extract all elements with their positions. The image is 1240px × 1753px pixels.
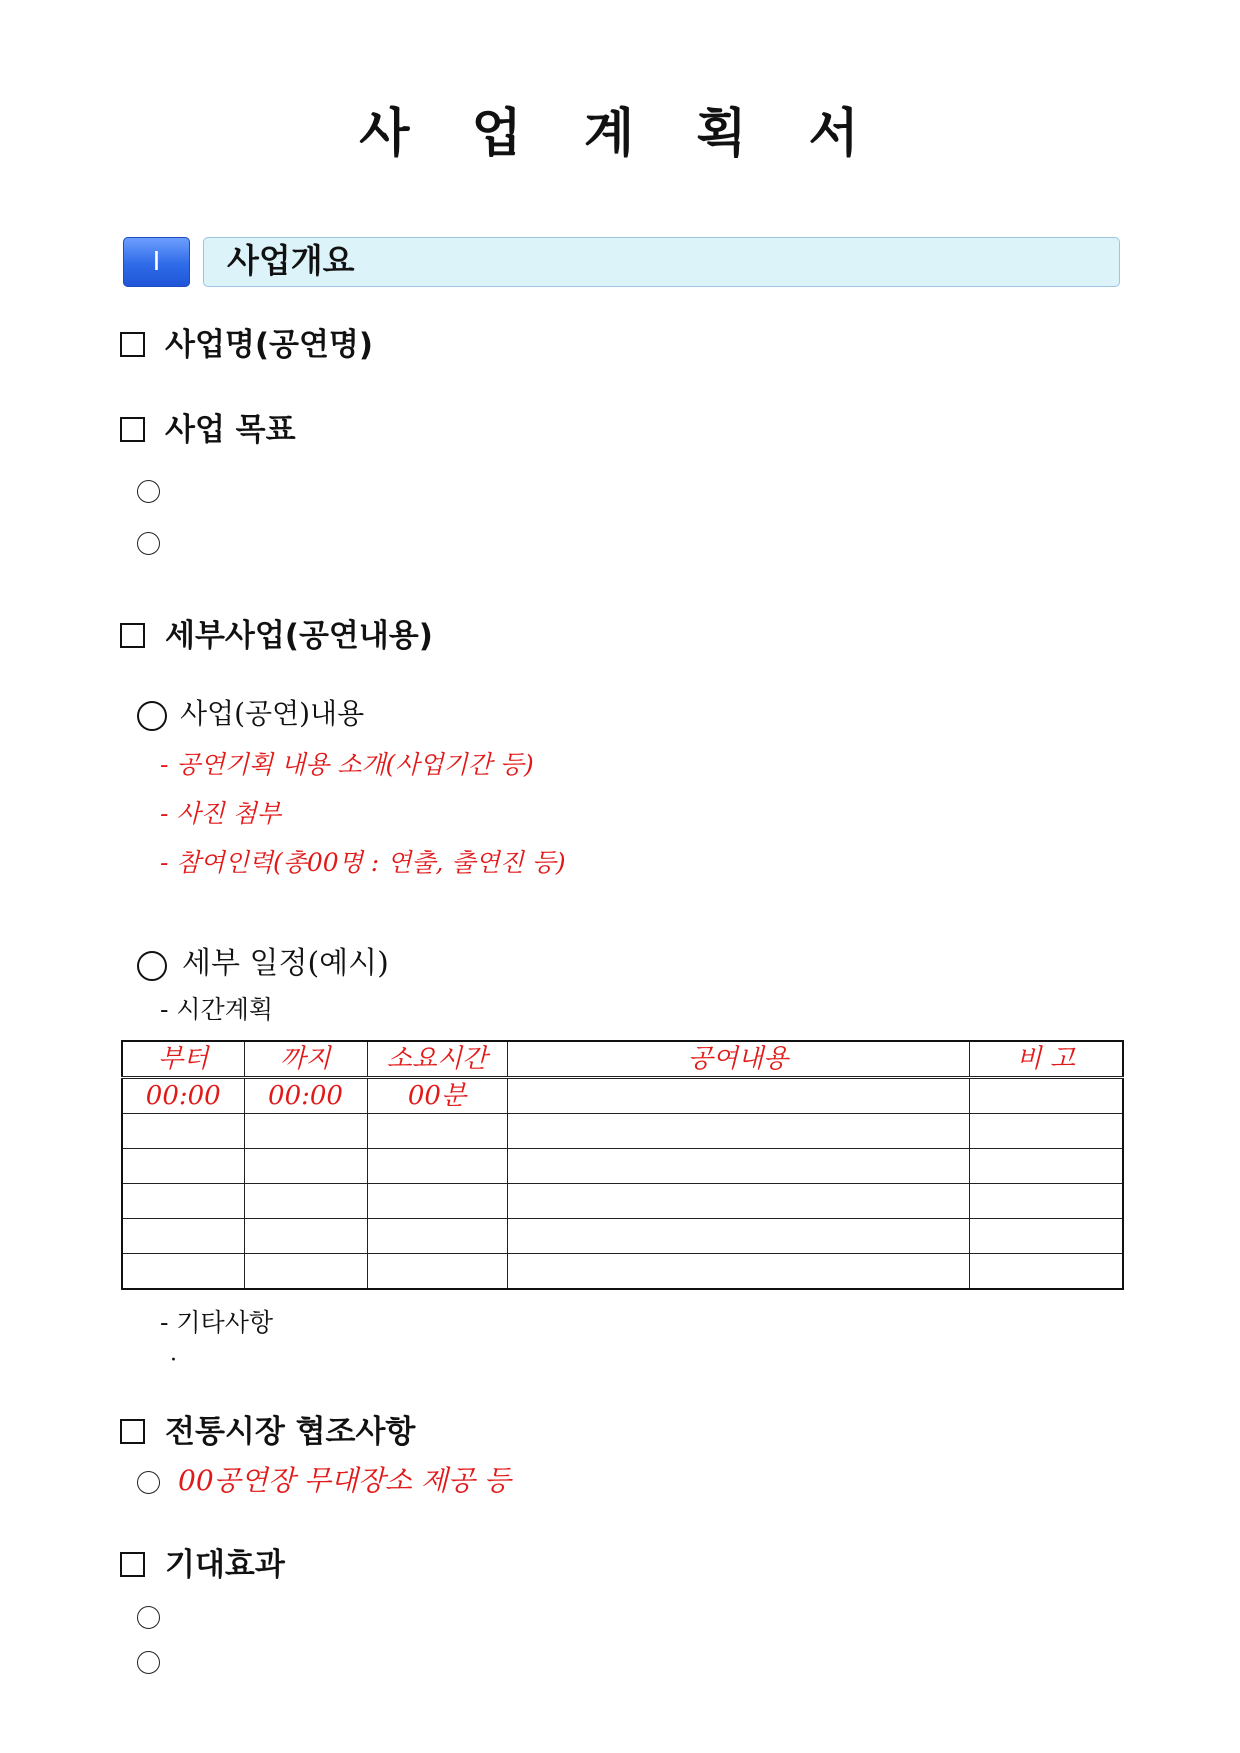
circle-bullet-icon <box>137 1651 160 1674</box>
table-cell <box>507 1254 969 1290</box>
table-cell <box>969 1254 1123 1290</box>
table-row <box>122 1254 1123 1290</box>
table-cell <box>969 1184 1123 1219</box>
other-items-label: - 기타사항 <box>160 1308 273 1337</box>
table-cell <box>367 1219 507 1254</box>
circle-bullet-icon <box>137 951 167 981</box>
heading-project-goal: 사업 목표 <box>120 410 296 450</box>
table-cell: 00:00 <box>122 1078 244 1114</box>
schedule-label: 세부 일정(예시) <box>182 946 389 981</box>
table-cell <box>969 1078 1123 1114</box>
content-label: 사업(공연)내용 <box>180 697 365 730</box>
table-cell <box>969 1114 1123 1149</box>
table-cell <box>507 1114 969 1149</box>
other-items-bullet: · <box>170 1348 177 1373</box>
circle-bullet-icon <box>137 1606 160 1629</box>
document-title: 사 업 계 획 서 <box>359 104 881 164</box>
circle-bullet-icon <box>137 701 167 731</box>
table-cell <box>507 1184 969 1219</box>
table-cell <box>367 1254 507 1290</box>
header-from: 부터 <box>122 1041 244 1078</box>
content-item: - 참여인력(총00명 : 연출, 출연진 등) <box>160 848 566 877</box>
table-cell <box>367 1149 507 1184</box>
checkbox-square-icon <box>120 1419 145 1444</box>
section-title: 사업개요 <box>227 241 355 280</box>
table-cell <box>367 1184 507 1219</box>
table-cell <box>244 1149 367 1184</box>
table-cell <box>122 1219 244 1254</box>
circle-bullet-icon <box>137 480 160 503</box>
table-cell <box>244 1254 367 1290</box>
circle-bullet-icon <box>137 532 160 555</box>
cooperation-item: 00공연장 무대장소 제공 등 <box>178 1464 511 1497</box>
table-row <box>122 1184 1123 1219</box>
heading-expected-effect: 기대효과 <box>120 1545 285 1585</box>
table-cell <box>122 1114 244 1149</box>
checkbox-square-icon <box>120 623 145 648</box>
header-content: 공여내용 <box>507 1041 969 1078</box>
table-cell <box>244 1184 367 1219</box>
heading-project-name: 사업명(공연명) <box>120 325 373 365</box>
table-cell <box>969 1219 1123 1254</box>
table-cell <box>507 1219 969 1254</box>
table-cell <box>122 1149 244 1184</box>
header-duration: 소요시간 <box>367 1041 507 1078</box>
table-row <box>122 1114 1123 1149</box>
schedule-table <box>121 1040 1124 1290</box>
table-cell <box>969 1149 1123 1184</box>
table-cell: 00분 <box>367 1078 507 1114</box>
table-cell <box>507 1078 969 1114</box>
table-cell <box>507 1149 969 1184</box>
table-header-row <box>122 1041 1123 1078</box>
table-cell: 00:00 <box>244 1078 367 1114</box>
header-note: 비 고 <box>969 1041 1123 1078</box>
table-cell <box>122 1254 244 1290</box>
checkbox-square-icon <box>120 417 145 442</box>
content-item: - 공연기획 내용 소개(사업기간 등) <box>160 750 534 779</box>
heading-market-cooperation: 전통시장 협조사항 <box>120 1412 415 1452</box>
table-cell <box>367 1114 507 1149</box>
table-cell <box>244 1114 367 1149</box>
section-number-badge: Ⅰ <box>123 237 190 287</box>
table-row <box>122 1149 1123 1184</box>
table-cell <box>122 1184 244 1219</box>
table-cell <box>244 1219 367 1254</box>
heading-detail-project: 세부사업(공연내용) <box>120 616 433 656</box>
time-plan-label: - 시간계획 <box>160 995 273 1024</box>
checkbox-square-icon <box>120 332 145 357</box>
circle-bullet-icon <box>137 1471 160 1494</box>
content-item: - 사진 첨부 <box>160 799 281 828</box>
table-row <box>122 1219 1123 1254</box>
header-to: 까지 <box>244 1041 367 1078</box>
table-row <box>122 1078 1123 1114</box>
checkbox-square-icon <box>120 1552 145 1577</box>
